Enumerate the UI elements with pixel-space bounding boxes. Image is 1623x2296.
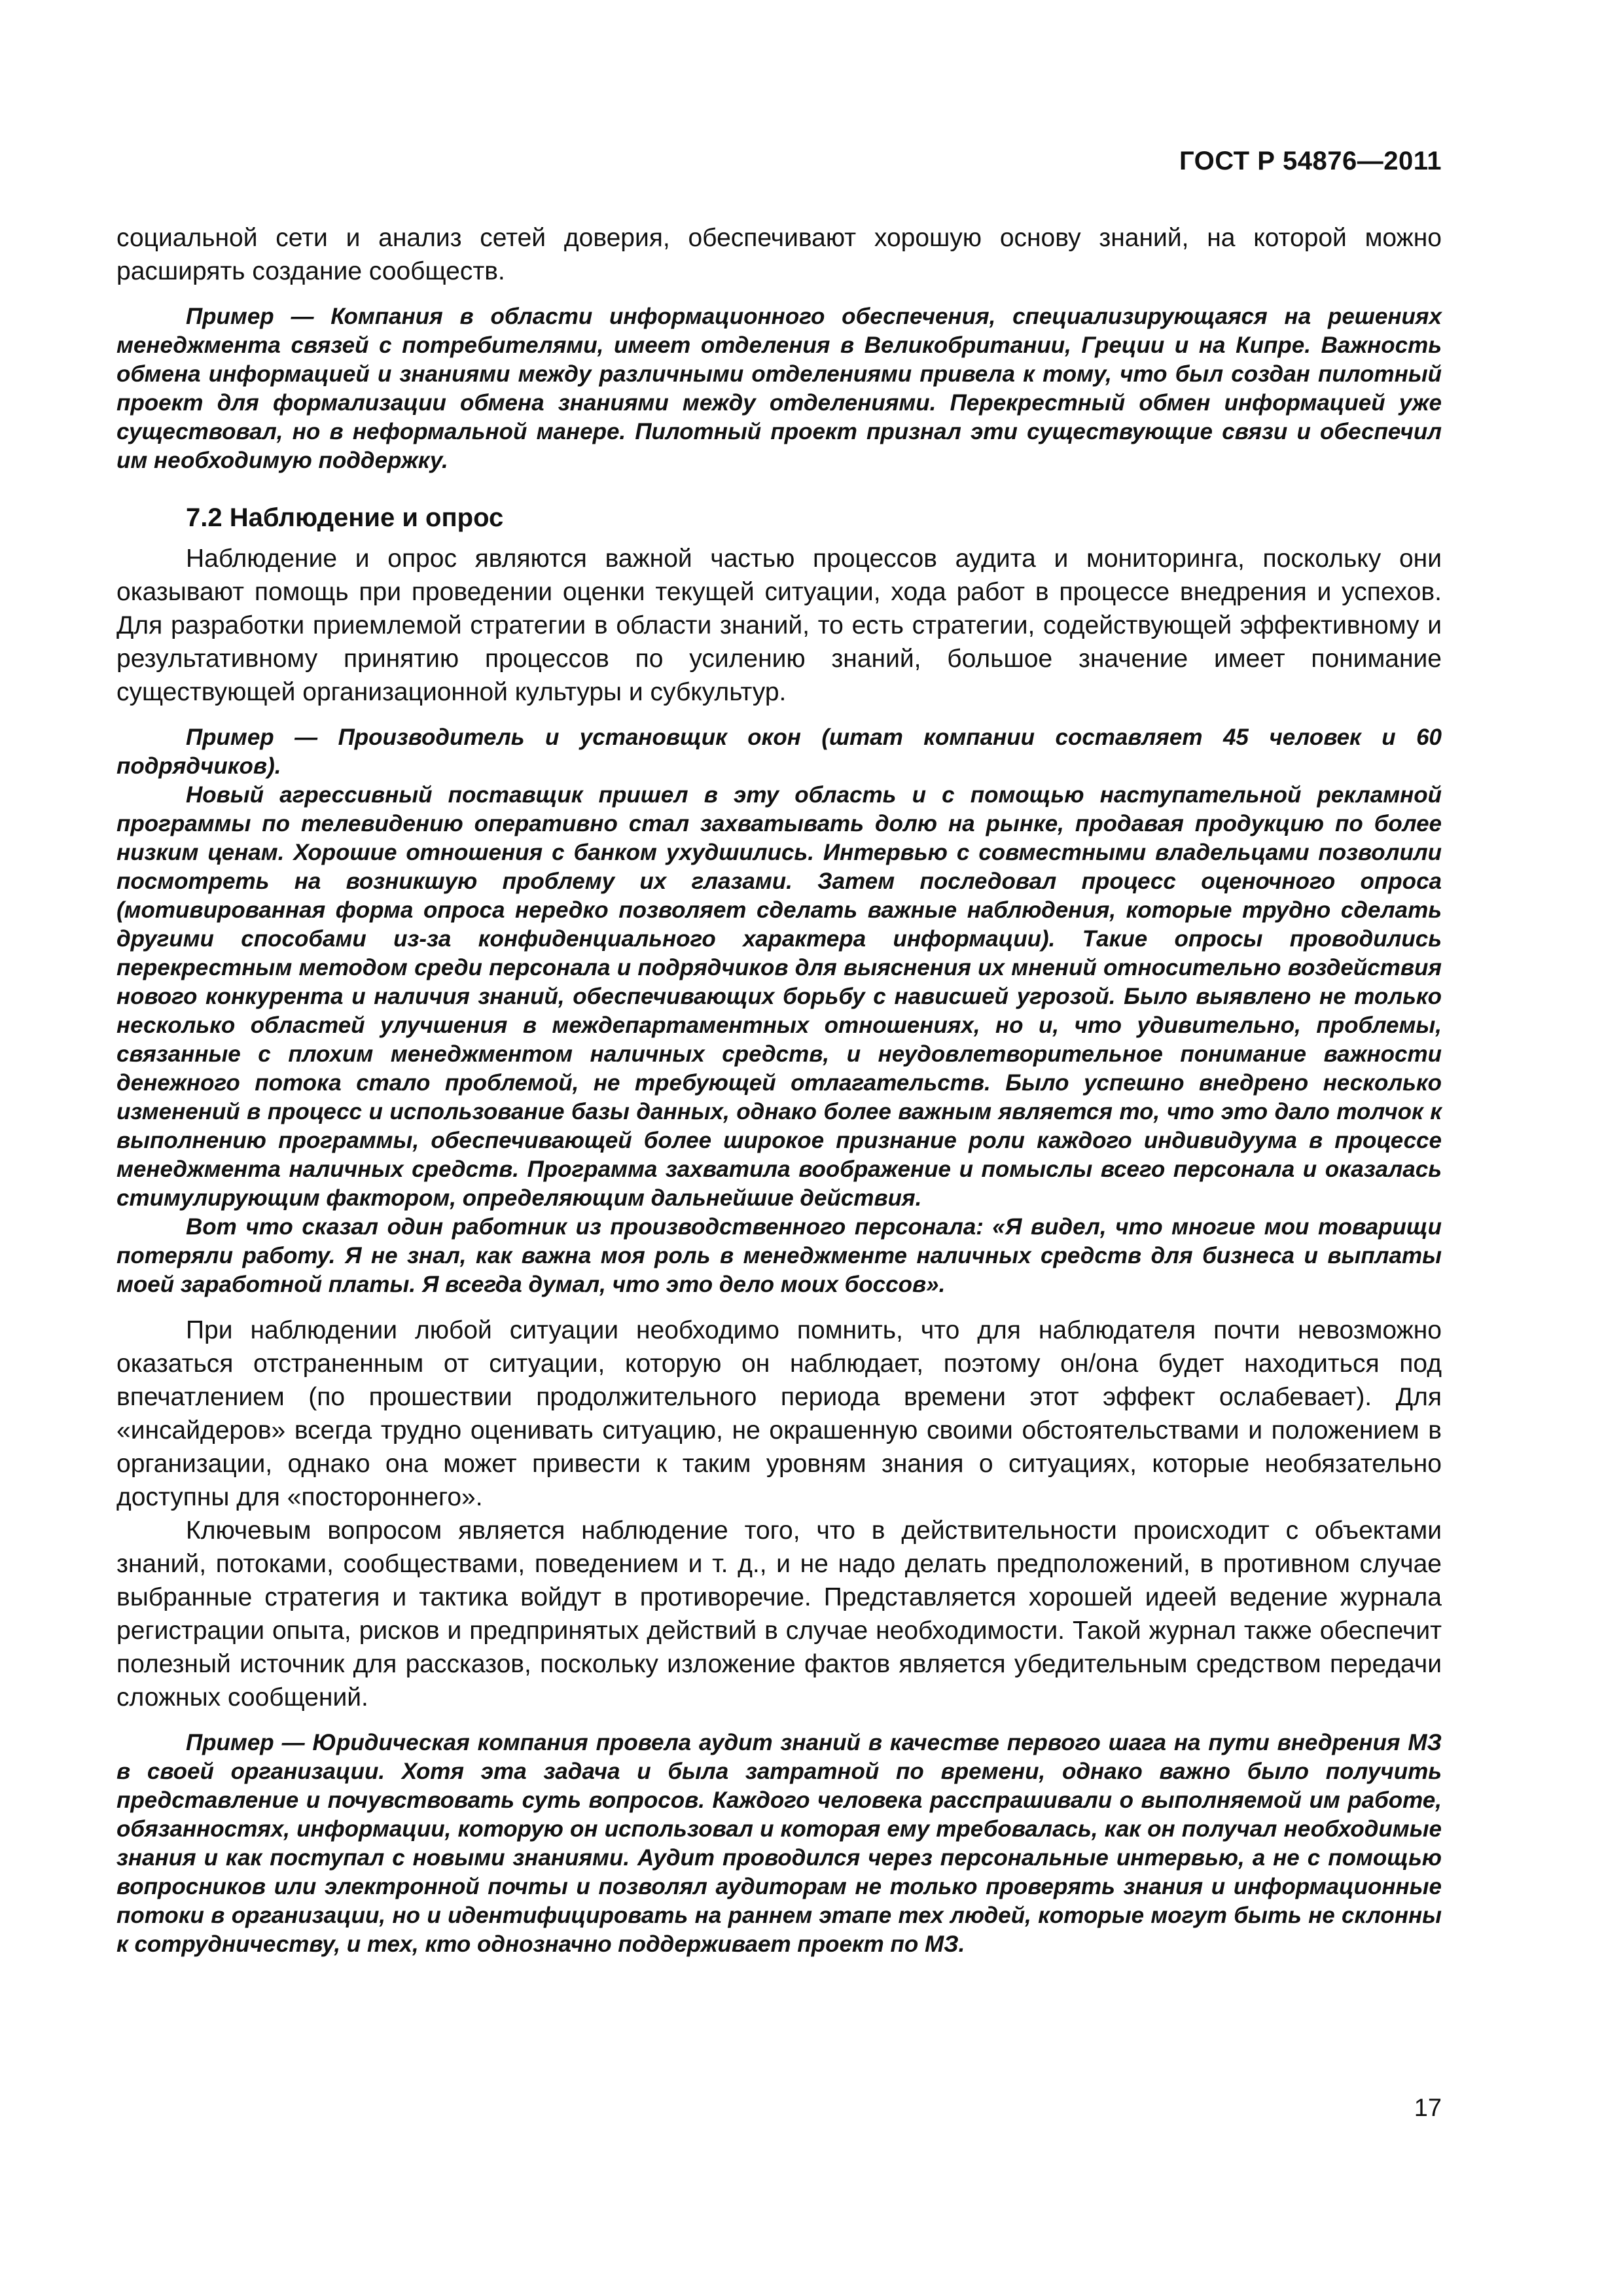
example-block-3: Пример — Юридическая компания провела аудит знаний в качестве первого шага на пути внедрения МЗ в своей организации. Хотя эта задача и была затратной по времени, однако важно было получить представление и почувствовать суть вопросов. Каждого человека расспрашивали о выполняемой им работе, обязанностях, информации, которую он использовал и которая ему требовалась, как он получал необходимые знания и как поступал с новыми знаниями. Аудит проводился через персональные интервью, а не с помощью вопросников или электронной почты и позволял аудиторам не только проверять знания и информационные потоки в организации, но и идентифицировать на раннем этапе тех людей, которые могут быть не склонны к сотрудничеству, и тех, кто однозначно поддерживает проект по МЗ.: [116, 1730, 1442, 1957]
page-content: [116, 221, 1442, 1959]
spacer: [116, 534, 1442, 542]
paragraph-continuation: социальной сети и анализ сетей доверия, обеспечивают хорошую основу знаний, на которой можно расширять создание сообществ.: [116, 224, 1442, 285]
example-block-2-body: Новый агрессивный поставщик пришел в эту область и с помощью наступательной рекламной программы по телевидению оперативно стал захватывать долю на рынке, продавая продукцию по более низким ценам. Хорошие отношения с банком ухудшились. Интервью с совместными владельцами позволили посмотреть на возникшую проблему их глазами. Затем последовал процесс оценочного опроса (мотивированная форма опроса нередко позволяет сделать важные наблюдения, которые трудно сделать другими способами из-за конфиденциального характера информации). Такие опросы проводились перекрестным методом среди персонала и подрядчиков для выяснения их мнений относительно воздействия нового конкурента и наличия знаний, обеспечивающих борьбу с нависшей угрозой. Было выявлено не только несколько областей улучшения в междепартаментных отношениях, но и, что удивительно, проблемы, связанные с плохим менеджментом наличных средств, и неудовлетворительное понимание важности денежного потока стало проблемой, не требующей отлагательств. Было успешно внедрено несколько изменений в процесс и использование базы данных, однако более важным является то, что это дало толчок к выполнению программы, обеспечивающей более широкое признание роли каждого индивидуума в процессе менеджмента наличных средств. Программа захватила воображение и помыслы всего персонала и оказалась стимулирующим фактором, определяющим дальнейшие действия.: [116, 782, 1442, 1211]
example-block-2-intro: Пример — Производитель и установщик окон (штат компании составляет 45 человек и 60 подрядчиков).: [116, 725, 1442, 779]
paragraph-observer-bias: При наблюдении любой ситуации необходимо помнить, что для наблюдателя почти невозможно оказаться отстраненным от ситуации, которую он наблюдает, поэтому он/она будет находиться под впечатлением (по прошествии продолжительного периода времени этот эффект ослабевает). Для «инсайдеров» всегда трудно оценивать ситуацию, не окрашенную своими обстоятельствами и положением в организации, однако она может привести к таким уровням знания о ситуациях, которые необязательно доступны для «постороннего».: [116, 1316, 1442, 1511]
spacer: [116, 1299, 1442, 1314]
page-number: 17: [1414, 2094, 1442, 2122]
example-block-2-quote: Вот что сказал один работник из производственного персонала: «Я видел, что многие мои товарищи потеряли работу. Я не знал, как важна моя роль в менеджменте наличных средств для бизнеса и выплаты моей заработной платы. Я всегда думал, что это дело моих боссов».: [116, 1214, 1442, 1297]
paragraph-key-question: Ключевым вопросом является наблюдение того, что в действительности происходит с объектами знаний, потоками, сообществами, поведением и т. д., и не надо делать предположений, в противном случае выбранные стратегия и тактика войдут в противоречие. Представляется хорошей идеей ведение журнала регистрации опыта, рисков и предпринятых действий в случае необходимости. Такой журнал также обеспечит полезный источник для рассказов, поскольку изложение фактов является убедительным средством передачи сложных сообщений.: [116, 1516, 1442, 1712]
spacer: [116, 475, 1442, 501]
spacer: [116, 288, 1442, 302]
paragraph-observation-intro: Наблюдение и опрос являются важной частью процессов аудита и мониторинга, поскольку они оказывают помощь при проведении оценки текущей ситуации, хода работ в процессе внедрения и успехов. Для разработки приемлемой стратегии в области знаний, то есть стратегии, содействующей эффективному и результативному принятию процессов по усилению знаний, большое значение имеет понимание существующей организационной культуры и субкультур.: [116, 545, 1442, 706]
spacer: [116, 709, 1442, 723]
spacer: [116, 1714, 1442, 1729]
standard-id-header: ГОСТ Р 54876—2011: [1179, 147, 1442, 175]
section-title: 7.2 Наблюдение и опрос: [186, 503, 504, 532]
example-block-1: Пример — Компания в области информационного обеспечения, специализирующаяся на решениях менеджмента связей с потребителями, имеет отделения в Великобритании, Греции и на Кипре. Важность обмена информацией и знаниями между различными отделениями привела к тому, что был создан пилотный проект для формализации обмена знаниями между отделениями. Перекрестный обмен информацией уже существовал, но в неформальной манере. Пилотный проект признал эти существующие связи и обеспечил им необходимую поддержку.: [116, 304, 1442, 473]
